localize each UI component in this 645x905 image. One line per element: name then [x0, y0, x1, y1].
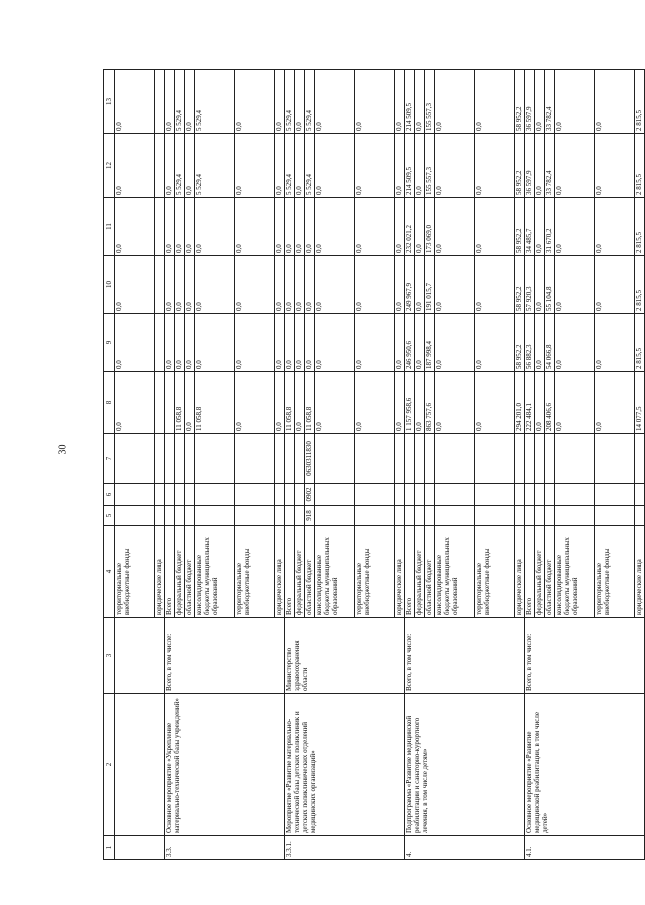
value-cell: 0,0: [315, 198, 355, 256]
value-cell: 0,0: [285, 256, 295, 314]
value-cell: 11 058,8: [285, 372, 295, 434]
value-cell: 0,0: [235, 134, 275, 198]
code-cell: [315, 484, 355, 506]
funding-source: Всего: [165, 526, 175, 618]
program-name: Основное мероприятие «Укрепление материально-технической базы учреждений»: [165, 694, 285, 836]
value-cell: 0,0: [555, 372, 595, 434]
funding-source: Всего: [525, 526, 535, 618]
value-cell: 0,0: [195, 198, 235, 256]
responsible: Всего, в том числе:: [405, 618, 525, 694]
value-cell: 0,0: [115, 70, 155, 134]
value-cell: 0,0: [315, 314, 355, 372]
col-header: 1: [104, 836, 115, 860]
code-cell: [195, 434, 235, 484]
code-cell: [435, 434, 475, 484]
code-cell: [285, 434, 295, 484]
value-cell: 0,0: [275, 70, 285, 134]
value-cell: 56 882,3: [525, 314, 535, 372]
value-cell: 36 597,9: [525, 134, 535, 198]
value-cell: 0,0: [165, 198, 175, 256]
code-cell: [545, 484, 555, 506]
value-cell: 0,0: [595, 256, 635, 314]
code-cell: [355, 484, 395, 506]
value-cell: 0,0: [535, 314, 545, 372]
code-cell: [515, 434, 525, 484]
funding-source: областной бюджет: [425, 526, 435, 618]
col-header: 7: [104, 434, 115, 484]
value-cell: 11 058,8: [195, 372, 235, 434]
table-row: [115, 70, 155, 860]
code-cell: [555, 506, 595, 526]
value-cell: 0,0: [275, 372, 285, 434]
code-cell: [595, 484, 635, 506]
value-cell: 232 021,2: [405, 198, 415, 256]
value-cell: 246 950,6: [405, 314, 415, 372]
code-cell: [515, 506, 525, 526]
responsible: Министерство здравоохранения области: [285, 618, 405, 694]
value-cell: 0,0: [595, 134, 635, 198]
value-cell: 0,0: [475, 198, 515, 256]
value-cell: [155, 198, 165, 256]
value-cell: 0,0: [185, 372, 195, 434]
value-cell: 0,0: [115, 134, 155, 198]
value-cell: 222 484,1: [525, 372, 535, 434]
funding-source: юридические лица: [155, 526, 165, 618]
code-cell: [275, 484, 285, 506]
value-cell: 0,0: [235, 256, 275, 314]
col-header: 12: [104, 134, 115, 198]
code-cell: [315, 506, 355, 526]
code-cell: [395, 434, 405, 484]
funding-source: территориальные внебюджетные фонды: [355, 526, 395, 618]
value-cell: 0,0: [395, 372, 405, 434]
value-cell: 0,0: [115, 256, 155, 314]
funding-source: федеральный бюджет: [535, 526, 545, 618]
code-cell: [235, 434, 275, 484]
code-cell: [405, 484, 415, 506]
code-cell: [355, 434, 395, 484]
code-cell: [415, 506, 425, 526]
value-cell: 0,0: [315, 134, 355, 198]
value-cell: 0,0: [355, 372, 395, 434]
value-cell: 0,0: [315, 372, 355, 434]
value-cell: 2 815,5: [635, 70, 645, 134]
code-cell: [275, 506, 285, 526]
row-number: 3.3.: [165, 836, 285, 860]
value-cell: 0,0: [535, 372, 545, 434]
funding-source: федеральный бюджет: [295, 526, 305, 618]
value-cell: [155, 372, 165, 434]
value-cell: 0,0: [315, 70, 355, 134]
funding-source: территориальные внебюджетные фонды: [475, 526, 515, 618]
value-cell: 0,0: [475, 314, 515, 372]
code-cell: [635, 434, 645, 484]
code-cell: [515, 484, 525, 506]
value-cell: 0,0: [595, 372, 635, 434]
code-cell: [235, 506, 275, 526]
value-cell: 0,0: [275, 198, 285, 256]
value-cell: 0,0: [305, 256, 315, 314]
value-cell: 5 529,4: [285, 134, 295, 198]
value-cell: 0,0: [285, 198, 295, 256]
code-cell: [285, 484, 295, 506]
code-cell: [425, 484, 435, 506]
program-name: [115, 694, 165, 836]
value-cell: 5 529,4: [175, 134, 185, 198]
value-cell: 0,0: [395, 134, 405, 198]
code-csr: 0630311830: [305, 434, 315, 484]
value-cell: 0,0: [165, 256, 175, 314]
value-cell: 0,0: [535, 198, 545, 256]
value-cell: 58 952,2: [515, 70, 525, 134]
value-cell: 0,0: [295, 256, 305, 314]
value-cell: 0,0: [275, 134, 285, 198]
table-row: [165, 70, 175, 860]
funding-source: юридические лица: [635, 526, 645, 618]
value-cell: 0,0: [295, 134, 305, 198]
value-cell: 173 069,0: [425, 198, 435, 256]
code-cell: [535, 506, 545, 526]
value-cell: 0,0: [355, 198, 395, 256]
col-header: 11: [104, 198, 115, 256]
value-cell: 0,0: [595, 70, 635, 134]
value-cell: 0,0: [415, 314, 425, 372]
value-cell: 0,0: [395, 256, 405, 314]
code-cell: [475, 506, 515, 526]
funding-source: юридические лица: [515, 526, 525, 618]
value-cell: 0,0: [185, 256, 195, 314]
value-cell: 0,0: [475, 256, 515, 314]
code-cell: [165, 506, 175, 526]
value-cell: 0,0: [355, 70, 395, 134]
funding-source: федеральный бюджет: [415, 526, 425, 618]
value-cell: 0,0: [475, 134, 515, 198]
code-cell: [175, 506, 185, 526]
value-cell: 0,0: [195, 256, 235, 314]
value-cell: 0,0: [535, 70, 545, 134]
page-number: 30: [57, 444, 69, 455]
value-cell: 0,0: [355, 134, 395, 198]
table-row: [405, 70, 415, 860]
value-cell: 0,0: [475, 70, 515, 134]
code-cell: [315, 434, 355, 484]
value-cell: 0,0: [395, 198, 405, 256]
row-number: 4.: [405, 836, 525, 860]
value-cell: 214 509,5: [405, 134, 415, 198]
value-cell: 5 529,4: [175, 70, 185, 134]
value-cell: 0,0: [165, 70, 175, 134]
funding-source: консолидированные бюджеты муниципальных образований: [195, 526, 235, 618]
value-cell: 5 529,4: [195, 70, 235, 134]
value-cell: 863 757,6: [425, 372, 435, 434]
code-cell: [545, 506, 555, 526]
code-cell: [185, 484, 195, 506]
code-cell: [555, 484, 595, 506]
value-cell: 58 952,2: [515, 256, 525, 314]
code-cell: [115, 484, 155, 506]
value-cell: 0,0: [295, 198, 305, 256]
code-cell: [415, 484, 425, 506]
value-cell: 57 920,3: [525, 256, 535, 314]
code-cell: [165, 484, 175, 506]
value-cell: 0,0: [235, 372, 275, 434]
funding-source: областной бюджет: [305, 526, 315, 618]
value-cell: 33 782,4: [545, 134, 555, 198]
value-cell: 0,0: [435, 372, 475, 434]
code-cell: [595, 506, 635, 526]
value-cell: 0,0: [165, 134, 175, 198]
value-cell: 1 157 958,6: [405, 372, 415, 434]
value-cell: 0,0: [555, 256, 595, 314]
value-cell: 34 485,7: [525, 198, 535, 256]
value-cell: 0,0: [115, 372, 155, 434]
value-cell: [155, 70, 165, 134]
row-number: 4.1.: [525, 836, 645, 860]
funding-source: федеральный бюджет: [175, 526, 185, 618]
code-cell: [115, 434, 155, 484]
value-cell: 2 815,5: [635, 256, 645, 314]
responsible: Всего, в том числе:: [165, 618, 285, 694]
value-cell: 0,0: [285, 314, 295, 372]
value-cell: 0,0: [185, 198, 195, 256]
code-cell: [535, 484, 545, 506]
value-cell: 0,0: [415, 134, 425, 198]
code-cell: [155, 434, 165, 484]
code-cell: [395, 506, 405, 526]
value-cell: 0,0: [175, 314, 185, 372]
code-cell: [355, 506, 395, 526]
code-cell: [295, 506, 305, 526]
code-grbs: 918: [305, 506, 315, 526]
responsible: Всего, в том числе:: [525, 618, 645, 694]
col-header: 2: [104, 694, 115, 836]
col-header: 5: [104, 506, 115, 526]
code-cell: [395, 484, 405, 506]
value-cell: 0,0: [185, 314, 195, 372]
value-cell: 0,0: [415, 70, 425, 134]
value-cell: 0,0: [305, 314, 315, 372]
value-cell: 2 815,5: [635, 134, 645, 198]
code-cell: [185, 506, 195, 526]
col-header: 4: [104, 526, 115, 618]
value-cell: 214 509,5: [405, 70, 415, 134]
code-cell: [525, 434, 535, 484]
code-cell: [175, 434, 185, 484]
code-cell: [635, 506, 645, 526]
code-cell: [545, 434, 555, 484]
value-cell: 0,0: [415, 198, 425, 256]
value-cell: 5 529,4: [305, 134, 315, 198]
value-cell: 0,0: [185, 134, 195, 198]
value-cell: 36 597,9: [525, 70, 535, 134]
value-cell: 0,0: [165, 314, 175, 372]
code-cell: [405, 506, 415, 526]
code-cell: [195, 484, 235, 506]
row-number: [115, 836, 165, 860]
value-cell: 0,0: [595, 314, 635, 372]
value-cell: 0,0: [305, 198, 315, 256]
code-cell: [415, 434, 425, 484]
program-name: Мероприятие «Развитие материально-технической базы детских поликлиник и детских поликлинических отделений медицинских организаций»: [285, 694, 405, 836]
code-cell: [595, 434, 635, 484]
code-cell: [295, 484, 305, 506]
value-cell: 0,0: [175, 198, 185, 256]
value-cell: 0,0: [435, 198, 475, 256]
value-cell: 0,0: [595, 198, 635, 256]
code-cell: [275, 434, 285, 484]
code-cell: [295, 434, 305, 484]
code-cell: [635, 484, 645, 506]
value-cell: 155 557,3: [425, 134, 435, 198]
value-cell: 2 815,5: [635, 314, 645, 372]
value-cell: 14 077,5: [635, 372, 645, 434]
code-cell: [525, 506, 535, 526]
value-cell: 55 104,8: [545, 256, 555, 314]
code-cell: [435, 506, 475, 526]
program-name: Основное мероприятие «Развитие медицинской реабилитации, в том числе детей»: [525, 694, 645, 836]
value-cell: 0,0: [475, 372, 515, 434]
value-cell: 249 967,9: [405, 256, 415, 314]
value-cell: 0,0: [435, 314, 475, 372]
value-cell: 0,0: [195, 314, 235, 372]
code-cell: [285, 506, 295, 526]
value-cell: 54 066,8: [545, 314, 555, 372]
value-cell: 0,0: [295, 314, 305, 372]
funding-source: юридические лица: [395, 526, 405, 618]
value-cell: 58 952,2: [515, 314, 525, 372]
value-cell: 0,0: [235, 70, 275, 134]
value-cell: 0,0: [535, 134, 545, 198]
code-cell: [405, 434, 415, 484]
value-cell: [155, 314, 165, 372]
code-cell: [185, 434, 195, 484]
value-cell: 33 782,4: [545, 70, 555, 134]
responsible: [115, 618, 165, 694]
funding-source: юридические лица: [275, 526, 285, 618]
col-header: 6: [104, 484, 115, 506]
value-cell: 5 529,4: [305, 70, 315, 134]
value-cell: 0,0: [115, 198, 155, 256]
code-cell: [555, 434, 595, 484]
rotated-table-container: [103, 70, 641, 860]
code-cell: [175, 484, 185, 506]
budget-table: [103, 69, 645, 860]
value-cell: 0,0: [185, 70, 195, 134]
value-cell: [155, 256, 165, 314]
funding-source: Всего: [405, 526, 415, 618]
value-cell: 0,0: [555, 198, 595, 256]
value-cell: 2 815,5: [635, 198, 645, 256]
table-body: [115, 70, 645, 860]
value-cell: 0,0: [355, 256, 395, 314]
value-cell: 0,0: [415, 372, 425, 434]
code-cell: [235, 484, 275, 506]
value-cell: 58 952,2: [515, 134, 525, 198]
value-cell: 0,0: [415, 256, 425, 314]
code-cell: [165, 434, 175, 484]
value-cell: 31 670,2: [545, 198, 555, 256]
code-cell: [525, 484, 535, 506]
value-cell: 11 058,8: [175, 372, 185, 434]
value-cell: 0,0: [555, 70, 595, 134]
funding-source: консолидированные бюджеты муниципальных образований: [555, 526, 595, 618]
value-cell: 0,0: [555, 134, 595, 198]
value-cell: 0,0: [355, 314, 395, 372]
value-cell: 0,0: [235, 314, 275, 372]
value-cell: [155, 134, 165, 198]
value-cell: 294 201,0: [515, 372, 525, 434]
funding-source: Всего: [285, 526, 295, 618]
value-cell: [165, 372, 175, 434]
table-row: [525, 70, 535, 860]
value-cell: 0,0: [295, 70, 305, 134]
value-cell: 191 015,7: [425, 256, 435, 314]
code-cell: [155, 506, 165, 526]
code-cell: [195, 506, 235, 526]
table-row: [285, 70, 295, 860]
value-cell: 11 058,8: [305, 372, 315, 434]
funding-source: территориальные внебюджетные фонды: [235, 526, 275, 618]
code-cell: [435, 484, 475, 506]
value-cell: 0,0: [435, 70, 475, 134]
col-header: 13: [104, 70, 115, 134]
value-cell: 0,0: [435, 256, 475, 314]
value-cell: 0,0: [235, 198, 275, 256]
value-cell: 0,0: [275, 256, 285, 314]
code-cell: [475, 484, 515, 506]
code-rzpr: 0902: [305, 484, 315, 506]
row-number: 3.3.1.: [285, 836, 405, 860]
value-cell: 208 406,6: [545, 372, 555, 434]
value-cell: 0,0: [175, 256, 185, 314]
value-cell: 0,0: [395, 314, 405, 372]
value-cell: 0,0: [555, 314, 595, 372]
value-cell: 0,0: [275, 314, 285, 372]
code-cell: [425, 434, 435, 484]
col-header: 8: [104, 372, 115, 434]
program-name: Подпрограмма «Развитие медицинской реабилитации и санаторно-курортного лечения, в том числе детям»: [405, 694, 525, 836]
value-cell: 155 557,3: [425, 70, 435, 134]
value-cell: 0,0: [435, 134, 475, 198]
funding-source: территориальные внебюджетные фонды: [595, 526, 635, 618]
code-cell: [475, 434, 515, 484]
value-cell: 58 952,2: [515, 198, 525, 256]
code-cell: [535, 434, 545, 484]
funding-source: областной бюджет: [545, 526, 555, 618]
value-cell: 5 529,4: [195, 134, 235, 198]
value-cell: 0,0: [535, 256, 545, 314]
value-cell: 0,0: [315, 256, 355, 314]
funding-source: территориальные внебюджетные фонды: [115, 526, 155, 618]
col-header: 10: [104, 256, 115, 314]
code-cell: [155, 484, 165, 506]
code-cell: [425, 506, 435, 526]
value-cell: 187 998,4: [425, 314, 435, 372]
funding-source: консолидированные бюджеты муниципальных образований: [435, 526, 475, 618]
value-cell: 5 529,4: [285, 70, 295, 134]
col-header: 3: [104, 618, 115, 694]
value-cell: 0,0: [295, 372, 305, 434]
funding-source: областной бюджет: [185, 526, 195, 618]
value-cell: 0,0: [395, 70, 405, 134]
code-cell: [115, 506, 155, 526]
header-row: [104, 70, 115, 860]
value-cell: 0,0: [115, 314, 155, 372]
funding-source: консолидированные бюджеты муниципальных образований: [315, 526, 355, 618]
col-header: 9: [104, 314, 115, 372]
